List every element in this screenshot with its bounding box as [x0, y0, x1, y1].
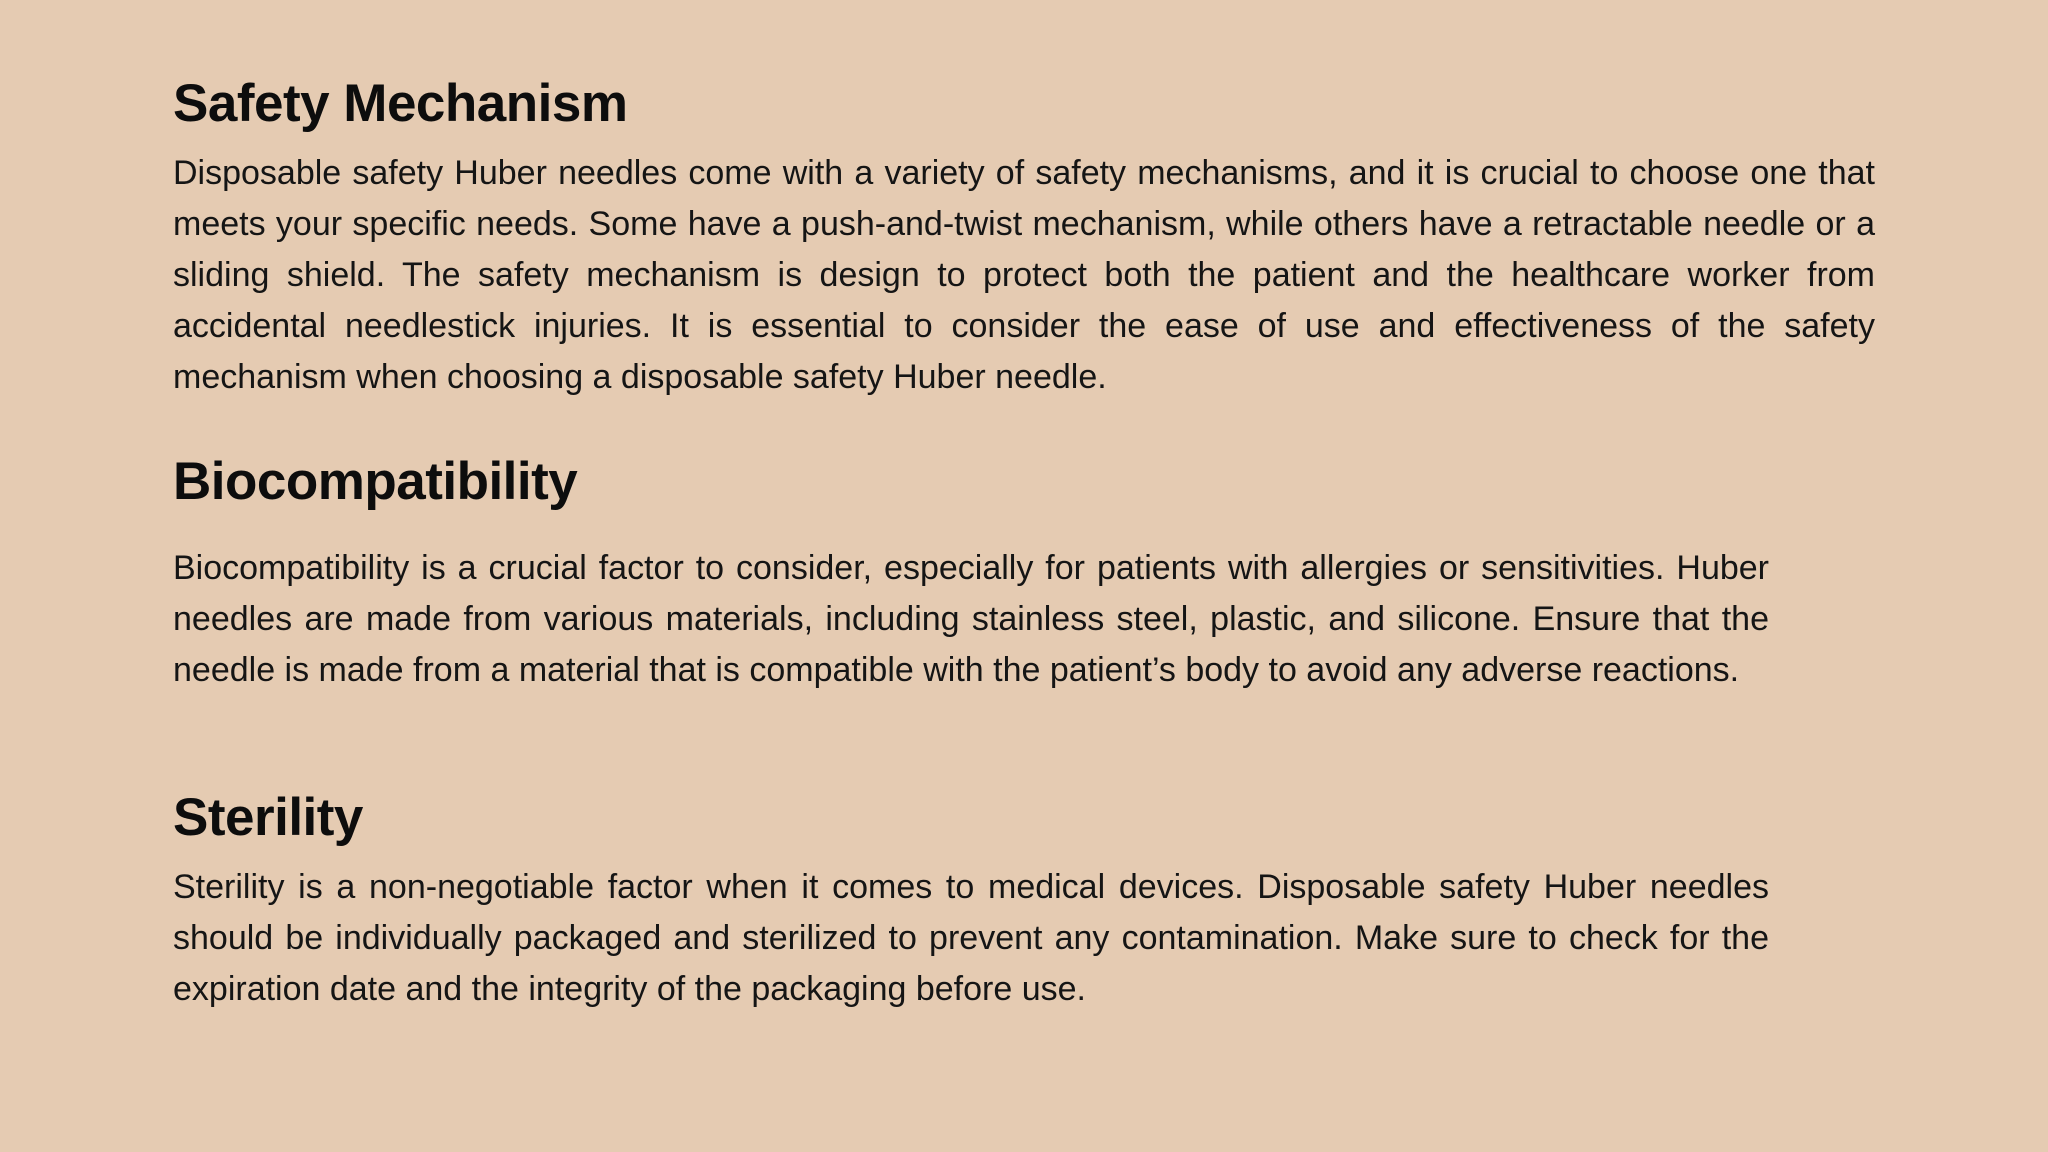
- section-body: Sterility is a non-negotiable factor when it comes to medical devices. Disposable safety Huber needles should be individually packaged and sterilized to prevent any contamination. Make sure to check for the expiration date and the integrity of the packaging before use.: [173, 868, 1769, 1008]
- section-biocompatibility: [173, 450, 1769, 696]
- section-heading: Sterility: [173, 788, 363, 847]
- section-heading: Safety Mechanism: [173, 74, 628, 133]
- section-safety-mechanism: [173, 72, 1875, 403]
- section-body: Disposable safety Huber needles come with a variety of safety mechanisms, and it is crucial to choose one that meets your specific needs. Some have a push-and-twist mechanism, while others have a retractable needle or a sliding shield. The safety mechanism is design to protect both the patient and the healthcare worker from accidental needlestick injuries. It is essential to consider the ease of use and effectiveness of the safety mechanism when choosing a disposable safety Huber needle.: [173, 154, 1875, 396]
- section-sterility: [173, 786, 1769, 1015]
- section-body: Biocompatibility is a crucial factor to consider, especially for patients with allergies or sensitivities. Huber needles are made from various materials, including stainless steel, plastic, and silicone. Ensure that the needle is made from a material that is compatible with the patient’s body to avoid any adverse reactions.: [173, 549, 1769, 689]
- section-heading: Biocompatibility: [173, 452, 578, 511]
